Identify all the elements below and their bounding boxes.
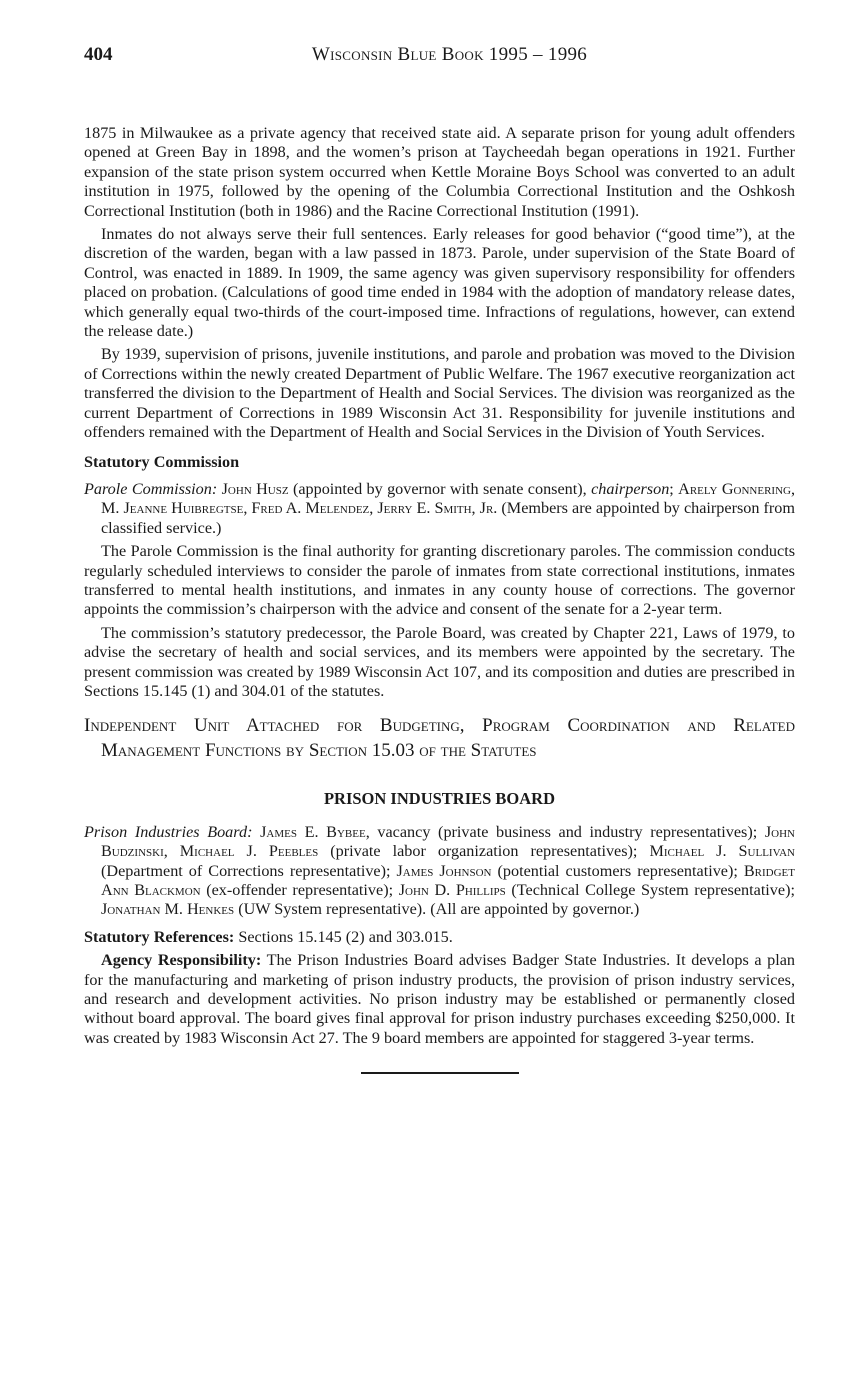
paragraph: By 1939, supervision of prisons, juvenile institutions, and parole and probation was moved to the Division of Corrections within the newly created Department of Public Welfare. The 1967 executive reorganization act transferred the division to the Department of Health and Social Services. The division was reorganized as the current Department of Corrections in 1989 Wisconsin Act 31. Responsibility for juvenile institutions and offenders remained with the Department of Health and Social Services in the Division of Youth Services. — [84, 345, 795, 442]
paragraph: The Parole Commission is the final authority for granting discretionary paroles. The commission conducts regularly scheduled interviews to consider the parole of inmates from state correctional institutions, inmates transferred to mental health institutions, and inmates in any county house of corrections. The governor appoints the commission’s chairperson with the advice and consent of the senate for a 2-year term. — [84, 542, 795, 619]
board-label: Prison Industries Board: — [84, 822, 253, 841]
page-number: 404 — [84, 44, 113, 65]
member-name: Michael J. Sullivan — [649, 842, 795, 861]
member-name: Bridget Ann Blackmon — [101, 861, 795, 899]
section-heading: Statutory Commission — [84, 452, 240, 471]
agency-responsibility — [84, 951, 795, 1048]
member-role: (potential customers representative); — [491, 861, 744, 880]
chair-role: chairperson — [591, 479, 670, 498]
chair-note: (appointed by governor with senate consent), — [288, 479, 592, 498]
page-header — [84, 40, 795, 80]
references-text: Sections 15.145 (2) and 303.015. — [234, 927, 453, 946]
member-role: (Technical College System representative); — [505, 881, 795, 899]
member-name: James E. Bybee — [260, 822, 366, 841]
member-role: (UW System representative). (All are appointed by governor.) — [234, 900, 640, 919]
paragraph: 1875 in Milwaukee as a private agency that received state aid. A separate prison for young adult offenders opened at Green Bay in 1898, and the women’s prison at Taycheedah began operations in 1921. Further expansion of the state prison system occurred when Kettle Moraine Boys School was converted to an adult institution in 1975, followed by the opening of the Columbia Correctional Institution and the Oshkosh Correctional Institution (both in 1986) and the Racine Correctional Institution (1991). — [84, 124, 795, 220]
references-label: Statutory References: — [84, 927, 235, 946]
commission-label: Parole Commission: — [84, 479, 218, 498]
document-page — [84, 40, 795, 1074]
member-role: (private labor organization representatives); — [318, 842, 650, 861]
paragraph: The commission’s statutory predecessor, the Parole Board, was created by Chapter 221, Laws of 1979, to advise the secretary of health and social services, and its members were appointed by the secretary. The present commission was created by 1989 Wisconsin Act 107, and its composition and duties are prescribed in Sections 15.145 (1) and 304.01 of the statutes. — [84, 623, 795, 700]
members-note: (Members are appointed by chairperson from classified service.) — [101, 499, 795, 537]
board-members — [84, 823, 795, 920]
member-names: Arely Gonnering, M. Jeanne Huibregtse, Fred A. Melendez, Jerry E. Smith, Jr. — [101, 479, 795, 518]
member-name: Jonathan M. Henkes — [101, 900, 235, 919]
paragraph: Inmates do not always serve their full sentences. Early releases for good behavior (“good time”), at the discretion of the warden, began with a law passed in 1873. Parole, under supervision of the State Board of Control, was enacted in 1889. In 1909, the same agency was given supervisory responsibility for offenders placed on probation. (Calculations of good time ended in 1984 with the adoption of mandatory release dates, which generally equal two-thirds of the court-imposed time. Infractions of regulations, however, can extend the release date.) — [84, 225, 795, 341]
member-role: (Department of Corrections representative); — [101, 861, 397, 880]
chair-name: John Husz — [221, 479, 289, 498]
statutory-references — [84, 928, 795, 947]
board-title: PRISON INDUSTRIES BOARD — [323, 789, 556, 809]
member-name: James Johnson — [396, 861, 492, 880]
unit-heading: Independent Unit Attached for Budgeting, Program Coordination and Related Management Functions by Section 15.03 of the Statutes — [84, 715, 795, 762]
responsibility-label: Agency Responsibility: — [101, 951, 262, 970]
responsibility-text: The Prison Industries Board advises Badger State Industries. It develops a plan for the manufacturing and marketing of prison industry products, the provision of prison industry services, and research and development activities. No prison industry may be established or permanently closed without board approval. The board gives final approval for prison industry purchases exceeding $250,000. It was created by 1983 Wisconsin Act 27. The 9 board members are appointed for staggered 3-year terms. — [84, 951, 795, 1047]
member-role: (ex-offender representative); — [200, 881, 399, 899]
member-name: John D. Phillips — [398, 881, 506, 899]
member-role: , vacancy (private business and industry representatives); — [365, 822, 765, 841]
commission-members — [84, 480, 795, 538]
end-rule — [361, 1072, 519, 1074]
running-title: Wisconsin Blue Book 1995 – 1996 — [311, 44, 588, 65]
member-name: John Budzinski, Michael J. Peebles — [101, 822, 795, 861]
separator: ; — [669, 479, 679, 498]
body-text — [84, 124, 795, 1048]
